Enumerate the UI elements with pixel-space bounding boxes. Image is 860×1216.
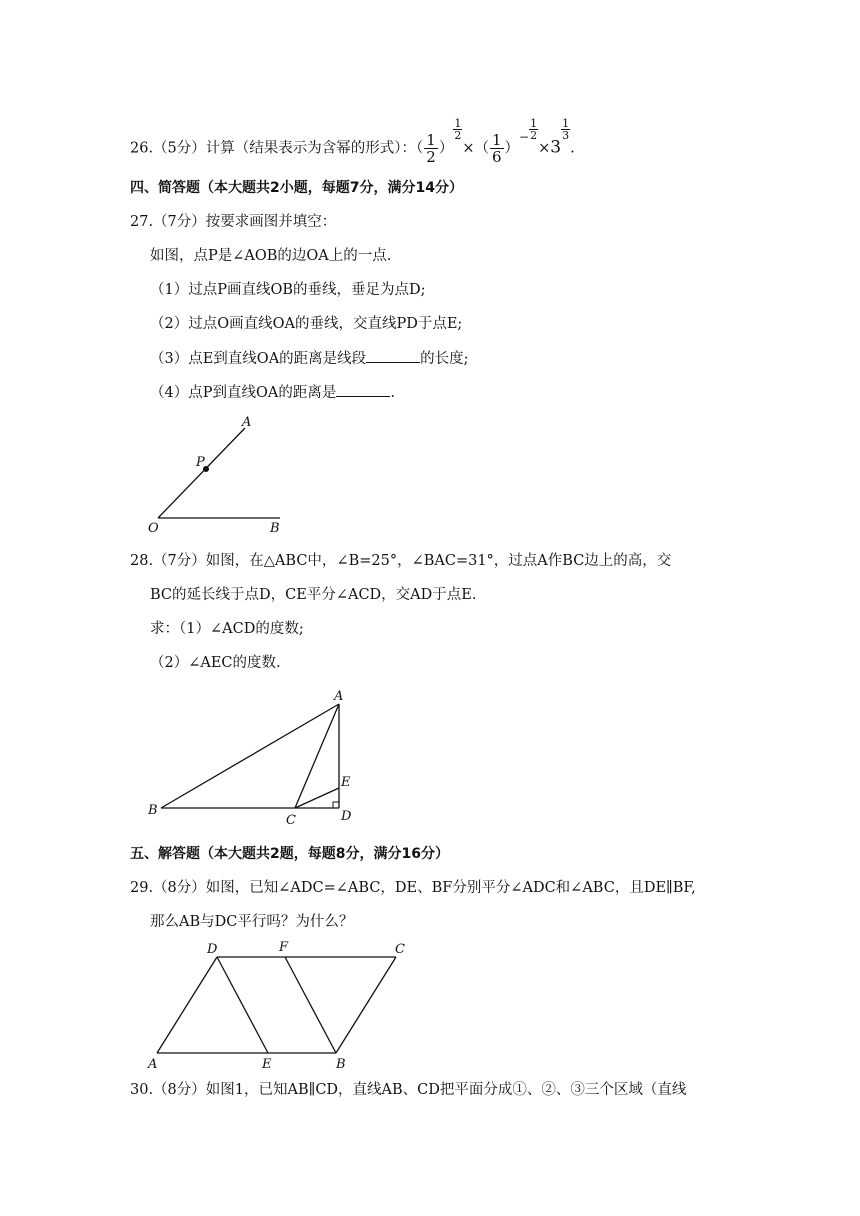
label-b: B xyxy=(148,803,158,818)
label-o: O xyxy=(148,521,159,536)
answer-blank[interactable] xyxy=(366,348,420,363)
segment-ba xyxy=(161,704,339,808)
denominator: 3 xyxy=(562,129,570,142)
q27-step2: （2）过点O画直线OA的垂线，交直线PD于点E; xyxy=(150,316,463,332)
exponent-sign: − xyxy=(519,129,530,144)
paren: （ xyxy=(416,140,424,157)
q28-ask1: 求：（1）∠ACD的度数; xyxy=(150,621,304,637)
segment-de xyxy=(217,957,268,1053)
ray-oa xyxy=(158,428,245,518)
denominator: 6 xyxy=(492,148,502,166)
label-b: B xyxy=(270,521,280,536)
denominator: 2 xyxy=(454,129,462,142)
q27-figure-angle-aob xyxy=(140,410,300,540)
exponent-neg-half xyxy=(529,118,538,141)
label-d: D xyxy=(341,809,352,824)
q28-figure-triangle xyxy=(140,682,370,832)
label-d: D xyxy=(207,942,218,957)
q28-line1: 28.（7分）如图，在△ABC中，∠B=25°，∠BAC=31°，过点A作BC边上的高，交 xyxy=(130,553,672,569)
q27-step1: （1）过点P画直线OB的垂线，垂足为点D; xyxy=(150,282,426,298)
label-c: C xyxy=(395,942,405,957)
exponent-half xyxy=(453,118,462,141)
q28-ask2: （2）∠AEC的度数. xyxy=(150,655,281,671)
numerator: 1 xyxy=(454,117,462,130)
section-5-heading: 五、解答题（本大题共2题，每题8分，满分16分） xyxy=(130,846,449,862)
step4-text: （4）点P到直线OA的距离是 xyxy=(150,385,337,401)
paren: （ xyxy=(474,140,489,157)
segment-ca xyxy=(295,704,339,808)
q27-step4 xyxy=(150,382,395,403)
label-c: C xyxy=(286,813,296,828)
label-p: P xyxy=(196,455,205,470)
period: . xyxy=(570,140,575,157)
q30-line1: 30.（8分）如图1，已知AB∥CD，直线AB、CD把平面分成①、②、③三个区域（直线 xyxy=(130,1082,687,1098)
label-a: A xyxy=(242,415,252,430)
right-angle-mark xyxy=(333,802,339,808)
denominator: 2 xyxy=(426,148,436,166)
numerator: 1 xyxy=(562,117,570,130)
denominator: 2 xyxy=(530,129,538,142)
section-4-heading: 四、简答题（本大题共2小题，每题7分，满分14分） xyxy=(130,180,463,196)
q26-label: 26.（5分）计算（结果表示为含幂的形式）： xyxy=(130,140,417,157)
fraction-half xyxy=(424,132,438,165)
label-f: F xyxy=(279,940,289,955)
q28-line2: BC的延长线于点D，CE平分∠ACD，交AD于点E. xyxy=(150,587,477,603)
step3-text: （3）点E到直线OA的距离是线段 xyxy=(150,351,367,367)
label-e: E xyxy=(262,1057,272,1072)
paren: ） xyxy=(504,140,520,157)
label-b: B xyxy=(336,1057,346,1072)
fraction-sixth xyxy=(490,132,504,165)
q27-step3 xyxy=(150,348,469,369)
q29-line1: 29.（8分）如图，已知∠ADC=∠ABC，DE、BF分别平分∠ADC和∠ABC，且DE∥BF, xyxy=(130,880,696,896)
segment-ad xyxy=(157,957,217,1053)
q27-intro: 如图，点P是∠AOB的边OA上的一点. xyxy=(150,248,392,264)
exponent-third xyxy=(561,118,570,141)
q27-label: 27.（7分）按要求画图并填空： xyxy=(130,214,337,230)
q29-figure-parallelogram xyxy=(140,936,420,1076)
answer-blank[interactable] xyxy=(336,382,390,397)
step4-text-end: . xyxy=(390,385,395,401)
times-sign: × xyxy=(538,140,551,157)
segment-fb xyxy=(285,957,336,1053)
label-a: A xyxy=(334,689,344,704)
q29-line2: 那么AB与DC平行吗？为什么？ xyxy=(150,914,354,930)
numerator: 1 xyxy=(530,117,538,130)
label-a: A xyxy=(148,1057,158,1072)
label-e: E xyxy=(341,775,351,790)
numerator: 1 xyxy=(426,131,436,149)
paren: ） xyxy=(438,140,454,157)
q26-line xyxy=(130,117,575,166)
numerator: 1 xyxy=(492,131,502,149)
base-three: 3 xyxy=(550,137,562,158)
step3-text-end: 的长度; xyxy=(420,351,469,367)
segment-bc xyxy=(336,957,396,1053)
times-sign: × xyxy=(462,140,475,157)
